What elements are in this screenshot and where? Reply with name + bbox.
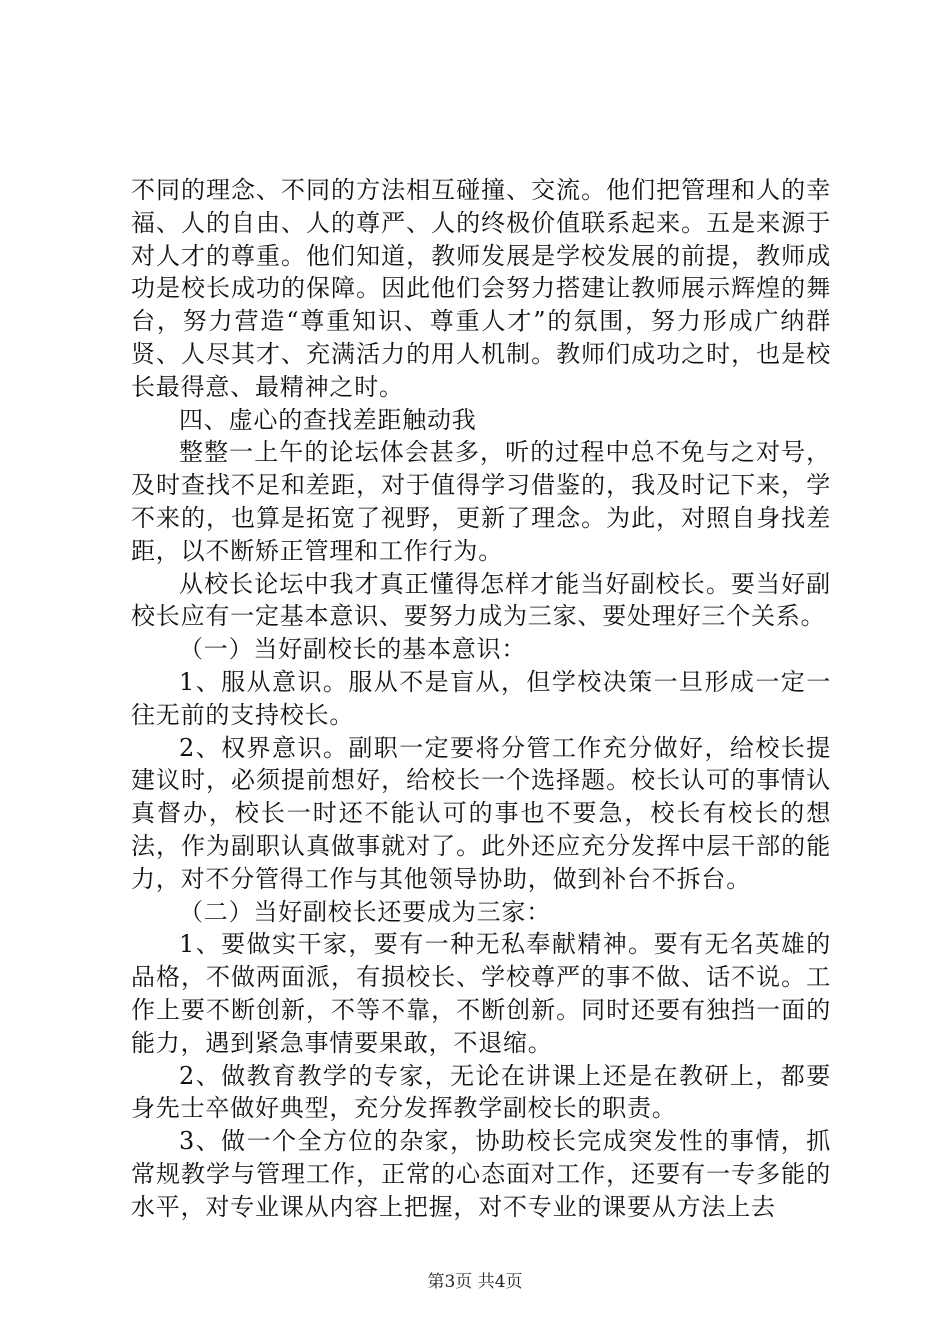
page-footer: 第3页 共4页: [427, 1272, 523, 1292]
paragraph-2: 整整一上午的论坛体会甚多，听的过程中总不免与之对号，及时查找不足和差距，对于值得学习借鉴的，我及时记下来，学不来的，也算是拓宽了视野，更新了理念。为此，对照自身找差距，以不断矫正管理和工作行为。: [131, 438, 831, 565]
subheading-1: （一）当好副校长的基本意识：: [179, 635, 527, 664]
list-item-3: 1、要做实干家，要有一种无私奉献精神。要有无名英雄的品格，不做两面派，有损校长、学校尊严的事不做、话不说。工作上要不断创新，不等不靠，不断创新。同时还要有独挡一面的能力，遇到紧急事情要果敢，不退缩。: [131, 930, 831, 1057]
document-body: [131, 174, 831, 1224]
paragraph-1: 不同的理念、不同的方法相互碰撞、交流。他们把管理和人的幸福、人的自由、人的尊严、人的终极价值联系起来。五是来源于对人才的尊重。他们知道，教师发展是学校发展的前提，教师成功是校长成功的保障。因此他们会努力搭建让教师展示辉煌的舞台，努力营造“尊重知识、尊重人才”的氛围，努力形成广纳群贤、人尽其才、充满活力的用人机制。教师们成功之时，也是校长最得意、最精神之时。: [131, 176, 831, 401]
list-item-5: 3、做一个全方位的杂家，协助校长完成突发性的事情，抓常规教学与管理工作，正常的心态面对工作，还要有一专多能的水平，对专业课从内容上把握，对不专业的课要从方法上去: [131, 1127, 831, 1221]
paragraph-3: 从校长论坛中我才真正懂得怎样才能当好副校长。要当好副校长应有一定基本意识、要努力成为三家、要处理好三个关系。: [131, 569, 831, 631]
list-item-1: 1、服从意识。服从不是盲从，但学校决策一旦形成一定一往无前的支持校长。: [131, 667, 831, 729]
list-item-2: 2、权界意识。副职一定要将分管工作充分做好，给校长提建议时，必须提前想好，给校长一个选择题。校长认可的事情认真督办，校长一时还不能认可的事也不要急，校长有校长的想法，作为副职认真做事就对了。此外还应充分发挥中层干部的能力，对不分管得工作与其他领导协助，做到补台不拆台。: [131, 733, 831, 893]
list-item-4: 2、做教育教学的专家，无论在讲课上还是在教研上，都要身先士卒做好典型，充分发挥教学副校长的职责。: [131, 1061, 831, 1123]
subheading-2: （二）当好副校长还要成为三家：: [179, 897, 551, 926]
section-heading-4: 四、虚心的查找差距触动我: [179, 405, 477, 434]
